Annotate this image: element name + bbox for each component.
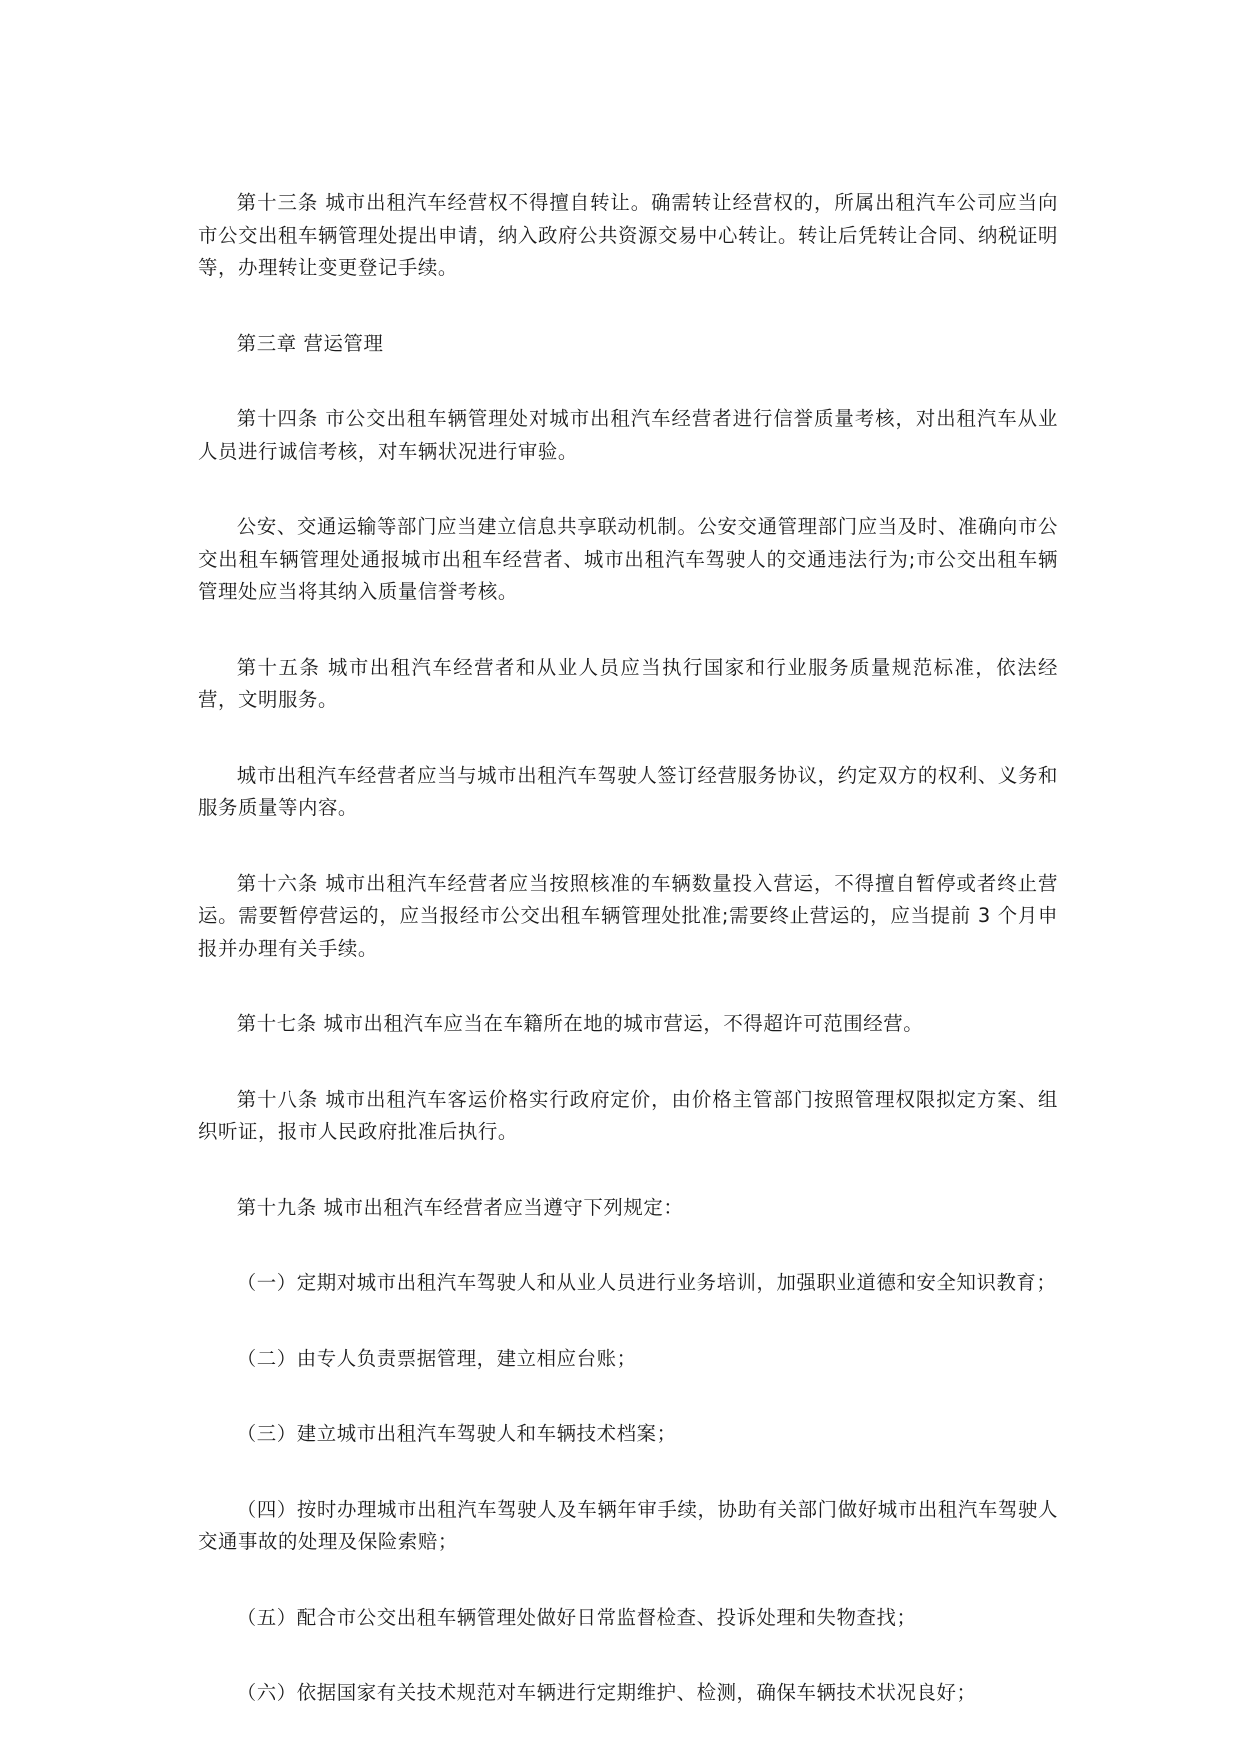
article-19-item-4: （四）按时办理城市出租汽车驾驶人及车辆年审手续，协助有关部门做好城市出租汽车驾驶人交通事故的处理及保险索赔； — [198, 1497, 1058, 1553]
article-15-paragraph: 第十五条 城市出租汽车经营者和从业人员应当执行国家和行业服务质量规范标准，依法经营，文明服务。 — [198, 655, 1058, 711]
article-19-item-1: （一）定期对城市出租汽车驾驶人和从业人员进行业务培训，加强职业道德和安全知识教育； — [236, 1271, 1057, 1294]
article-14-clause-2-paragraph: 公安、交通运输等部门应当建立信息共享联动机制。公安交通管理部门应当及时、准确向市公交出租车辆管理处通报城市出租车经营者、城市出租汽车驾驶人的交通违法行为;市公交出租车辆管理处应当将其纳入质量信誉考核。 — [198, 515, 1058, 603]
document-page — [198, 187, 1058, 1753]
article-19-paragraph: 第十九条 城市出租汽车经营者应当遵守下列规定： — [236, 1195, 684, 1219]
article-16-paragraph: 第十六条 城市出租汽车经营者应当按照核准的车辆数量投入营运，不得擅自暂停或者终止营运。需要暂停营运的，应当报经市公交出租车辆管理处批准;需要终止营运的，应当提前 3 个月申报并办理有关手续。 — [198, 871, 1058, 960]
article-19-item-6: （六）依据国家有关技术规范对车辆进行定期维护、检测，确保车辆技术状况良好； — [236, 1681, 977, 1704]
article-17-paragraph: 第十七条 城市出租汽车应当在车籍所在地的城市营运，不得超许可范围经营。 — [236, 1012, 924, 1035]
chapter-3-heading: 第三章 营运管理 — [236, 331, 384, 355]
article-13-paragraph: 第十三条 城市出租汽车经营权不得擅自转让。确需转让经营权的，所属出租汽车公司应当向市公交出租车辆管理处提出申请，纳入政府公共资源交易中心转让。转让后凭转让合同、纳税证明等，办理转让变更登记手续。 — [198, 191, 1058, 279]
article-19-item-3: （三）建立城市出租汽车驾驶人和车辆技术档案； — [236, 1422, 677, 1445]
article-14-paragraph: 第十四条 市公交出租车辆管理处对城市出租汽车经营者进行信誉质量考核，对出租汽车从业人员进行诚信考核，对车辆状况进行审验。 — [198, 407, 1058, 463]
article-18-paragraph: 第十八条 城市出租汽车客运价格实行政府定价，由价格主管部门按照管理权限拟定方案、组织听证，报市人民政府批准后执行。 — [198, 1087, 1058, 1143]
article-15-clause-2-paragraph: 城市出租汽车经营者应当与城市出租汽车驾驶人签订经营服务协议，约定双方的权利、义务和服务质量等内容。 — [198, 763, 1058, 819]
article-19-item-5: （五）配合市公交出租车辆管理处做好日常监督检查、投诉处理和失物查找； — [236, 1605, 917, 1629]
article-19-item-2: （二）由专人负责票据管理，建立相应台账； — [236, 1346, 637, 1370]
